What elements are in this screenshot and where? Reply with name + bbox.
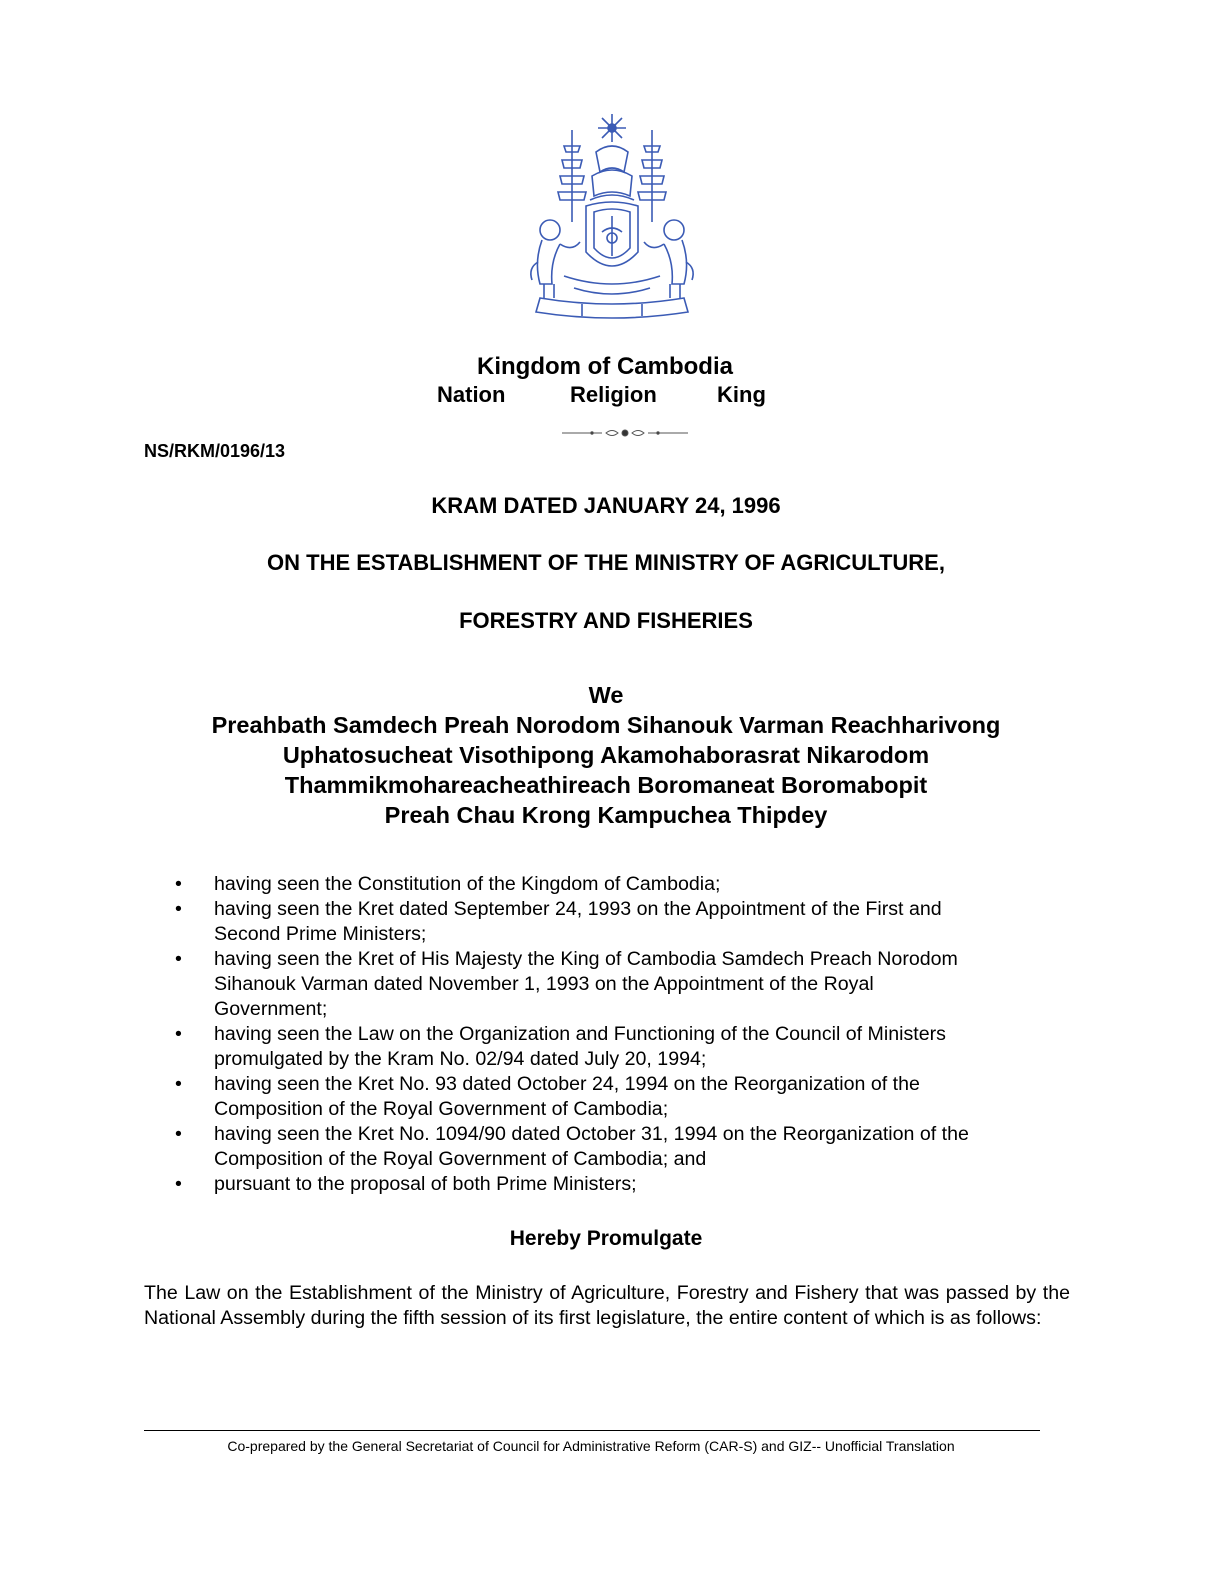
kingdom-heading: Kingdom of Cambodia <box>477 353 733 380</box>
reference-number: NS/RKM/0196/13 <box>144 441 286 461</box>
left-lion-icon <box>531 220 580 298</box>
royal-name-line: Preahbath Samdech Preah Norodom Sihanouk Varman Reachharivong <box>211 712 1001 738</box>
recital-line: promulgated by the Kram No. 02/94 dated July 20, 1994; <box>214 1048 707 1070</box>
motto-scroll-icon <box>536 276 688 318</box>
bullet-icon: • <box>175 1173 182 1195</box>
recital-item <box>144 1072 1074 1122</box>
bullet-icon: • <box>175 1023 182 1045</box>
bullet-icon: • <box>175 873 182 895</box>
crown-star-icon <box>598 114 626 142</box>
recital-line: pursuant to the proposal of both Prime Ministers; <box>214 1173 637 1195</box>
recital-item <box>144 1172 1074 1197</box>
royal-name-line: Thammikmohareacheathireach Boromaneat Boromabopit <box>284 772 928 798</box>
shield-icon <box>586 202 638 266</box>
recital-item <box>144 897 1074 947</box>
title-line-2: FORESTRY AND FISHERIES <box>459 608 753 633</box>
recital-line: Government; <box>214 998 328 1020</box>
royal-name-line: Uphatosucheat Visothipong Akamohaborasrat Nikarodom <box>282 742 930 768</box>
recital-item <box>144 1022 1074 1072</box>
we-label: We <box>588 682 624 708</box>
ornamental-divider-icon <box>562 426 688 440</box>
recital-line: Second Prime Ministers; <box>214 923 427 945</box>
royal-name-line: Preah Chau Krong Kampuchea Thipdey <box>384 802 828 828</box>
royal-title-block <box>0 680 1212 830</box>
right-parasol-icon <box>638 130 666 222</box>
motto-religion: Religion <box>570 382 657 407</box>
recital-line: having seen the Kret No. 1094/90 dated October 31, 1994 on the Reorganization of the <box>214 1123 969 1145</box>
footer-divider <box>144 1430 1040 1431</box>
recital-line: having seen the Kret dated September 24, 1993 on the Appointment of the First and <box>214 898 942 920</box>
bullet-icon: • <box>175 1073 182 1095</box>
recital-line: Composition of the Royal Government of Cambodia; and <box>214 1148 707 1170</box>
recital-line: having seen the Kret No. 93 dated October 24, 1994 on the Reorganization of the <box>214 1073 920 1095</box>
recital-item <box>144 1122 1074 1172</box>
recital-line: Composition of the Royal Government of Cambodia; <box>214 1098 669 1120</box>
royal-arms-emblem-icon <box>520 112 704 326</box>
bullet-icon: • <box>175 948 182 970</box>
recitals-list <box>144 872 1074 1197</box>
promulgate-heading: Hereby Promulgate <box>509 1227 703 1250</box>
recital-line: having seen the Law on the Organization and Functioning of the Council of Ministers <box>214 1023 946 1045</box>
body-paragraph: The Law on the Establishment of the Ministry of Agriculture, Forestry and Fishery that was passed by the National Assembly during the fifth session of its first legislature, the entire content of which is as follows: <box>144 1282 1070 1329</box>
footer-note: Co-prepared by the General Secretariat of Council for Administrative Reform (CAR-S) and GIZ-- Unofficial Translation <box>227 1438 955 1454</box>
recital-line: having seen the Kret of His Majesty the King of Cambodia Samdech Preach Norodom <box>214 948 958 970</box>
left-parasol-icon <box>558 130 586 222</box>
bullet-icon: • <box>175 898 182 920</box>
recital-line: Sihanouk Varman dated November 1, 1993 on the Appointment of the Royal <box>214 973 874 995</box>
kram-title: KRAM DATED JANUARY 24, 1996 <box>431 493 781 518</box>
motto-nation: Nation <box>437 382 506 407</box>
recital-item <box>144 872 1074 897</box>
right-lion-icon <box>644 220 693 298</box>
title-line-1: ON THE ESTABLISHMENT OF THE MINISTRY OF AGRICULTURE, <box>267 550 945 575</box>
bullet-icon: • <box>175 1123 182 1145</box>
recital-line: having seen the Constitution of the Kingdom of Cambodia; <box>214 873 721 895</box>
motto-king: King <box>717 382 766 407</box>
recital-item <box>144 947 1074 1022</box>
